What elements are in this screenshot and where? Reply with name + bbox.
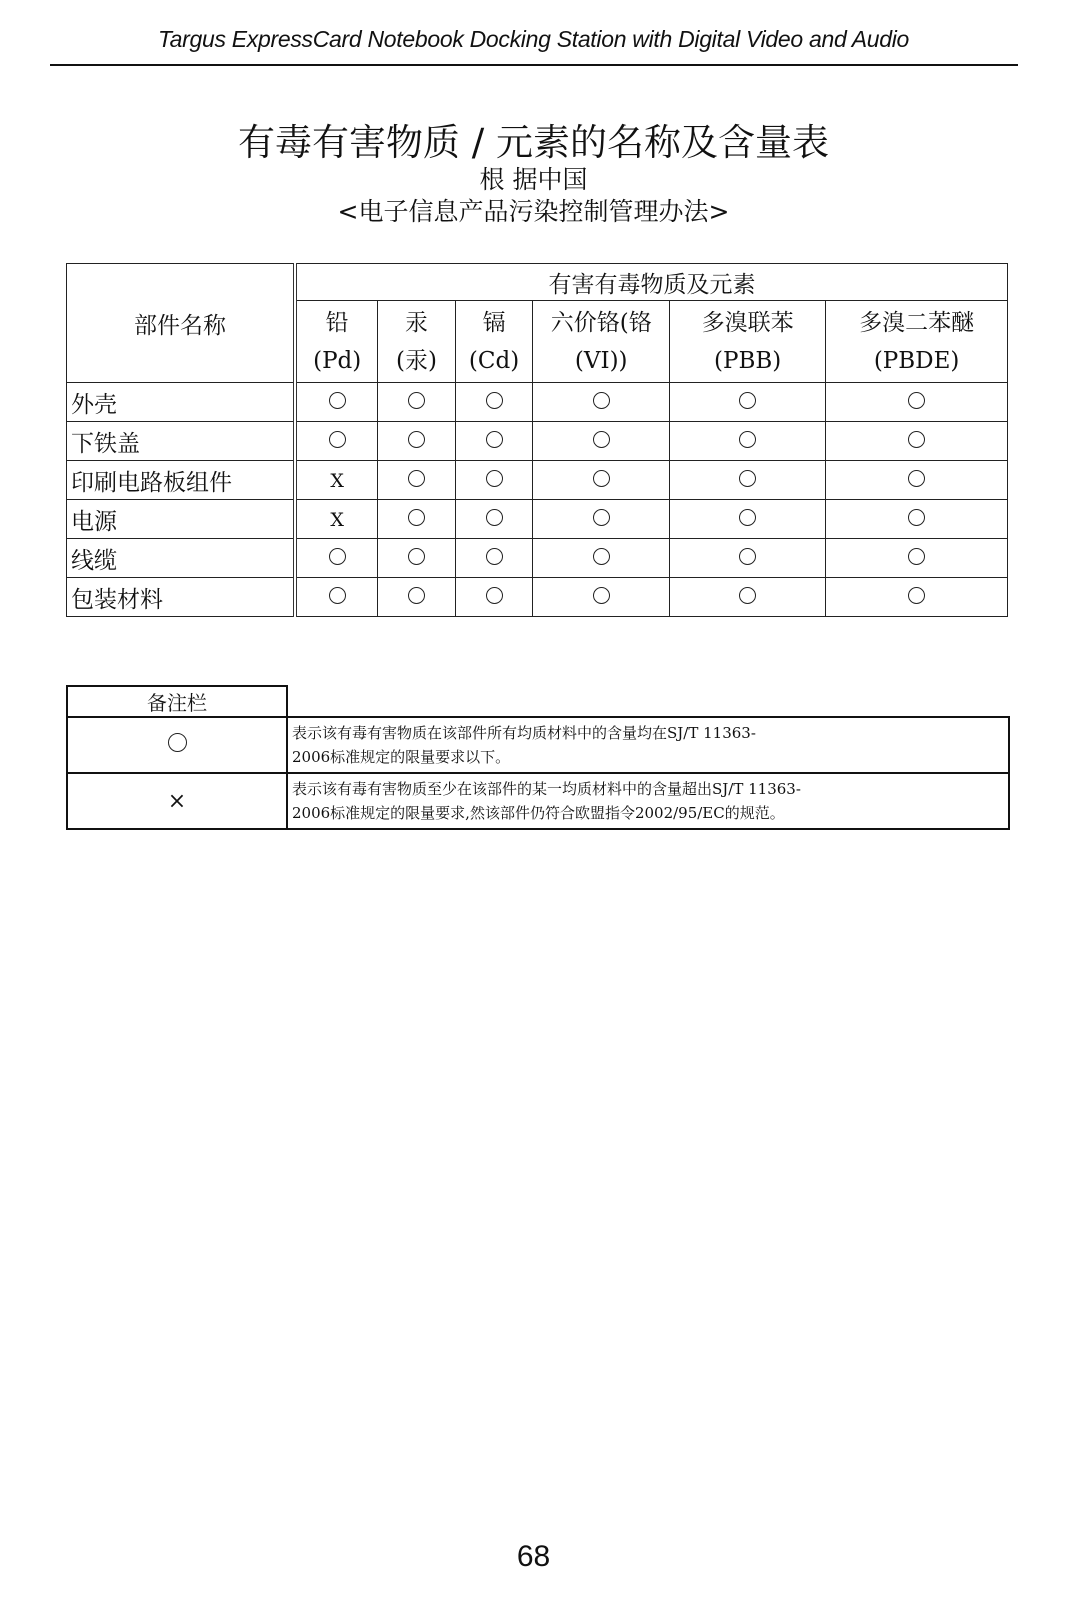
compliant-mark-cell	[533, 383, 670, 422]
compliant-mark-cell	[378, 500, 456, 539]
circle-icon	[593, 431, 610, 448]
compliant-mark-cell	[533, 461, 670, 500]
substance-column-header: 六价铬(铬 (VI))	[533, 301, 670, 383]
hazardous-substances-table	[66, 263, 1008, 617]
compliant-mark-cell	[455, 461, 533, 500]
compliant-mark-cell	[455, 578, 533, 617]
substance-column-header: 镉 (Cd)	[455, 301, 533, 383]
table-row	[67, 500, 1008, 539]
notes-table	[66, 685, 1010, 830]
circle-icon	[408, 392, 425, 409]
circle-icon	[908, 431, 925, 448]
circle-icon	[486, 431, 503, 448]
compliant-mark-cell	[378, 422, 456, 461]
circle-icon	[908, 470, 925, 487]
circle-icon	[739, 509, 756, 526]
note-symbol-cross: ×	[67, 773, 287, 829]
compliant-mark-cell	[533, 539, 670, 578]
compliant-mark-cell	[533, 500, 670, 539]
compliant-mark-cell	[378, 539, 456, 578]
compliant-mark-cell	[378, 578, 456, 617]
table-row	[67, 461, 1008, 500]
circle-icon	[486, 470, 503, 487]
circle-icon	[486, 509, 503, 526]
circle-icon	[739, 548, 756, 565]
circle-icon	[739, 392, 756, 409]
circle-icon	[739, 431, 756, 448]
compliant-mark-cell	[533, 578, 670, 617]
note-text-circle: 表示该有毒有害物质在该部件所有均质材料中的含量均在SJ/T 11363- 2006标准规定的限量要求以下。	[287, 717, 1009, 773]
circle-icon	[329, 392, 346, 409]
compliant-mark-cell	[295, 383, 378, 422]
table-row	[67, 539, 1008, 578]
circle-icon	[593, 548, 610, 565]
compliant-mark-cell	[826, 422, 1008, 461]
circle-icon	[908, 548, 925, 565]
compliant-mark-cell	[826, 500, 1008, 539]
compliant-mark-cell	[455, 539, 533, 578]
circle-icon	[408, 548, 425, 565]
compliant-mark-cell	[295, 422, 378, 461]
compliant-mark-cell	[670, 578, 826, 617]
page-title: 有毒有害物质 / 元素的名称及含量表	[238, 121, 829, 164]
circle-icon	[168, 733, 187, 752]
substance-column-header: 汞 (汞)	[378, 301, 456, 383]
compliant-mark-cell	[670, 500, 826, 539]
table-row	[67, 422, 1008, 461]
note-symbol-circle	[67, 717, 287, 773]
compliant-mark-cell	[455, 422, 533, 461]
compliant-mark-cell	[455, 383, 533, 422]
note-text-cross: 表示该有毒有害物质至少在该部件的某一均质材料中的含量超出SJ/T 11363- 2006标准规定的限量要求,然该部件仍符合欧盟指令2002/95/EC的规范。	[287, 773, 1009, 829]
substances-group-header: 有害有毒物质及元素	[295, 264, 1007, 301]
circle-icon	[739, 587, 756, 604]
notes-header: 备注栏	[67, 686, 287, 717]
compliant-mark-cell	[378, 383, 456, 422]
compliant-mark-cell	[826, 461, 1008, 500]
page-number: 68	[516, 1540, 551, 1573]
circle-icon	[408, 587, 425, 604]
circle-icon	[593, 470, 610, 487]
compliant-mark-cell	[378, 461, 456, 500]
circle-icon	[908, 392, 925, 409]
circle-icon	[329, 431, 346, 448]
part-name-cell: 包装材料	[67, 578, 296, 617]
circle-icon	[408, 470, 425, 487]
substance-column-header: 多溴二苯醚 (PBDE)	[826, 301, 1008, 383]
table-row	[67, 578, 1008, 617]
compliant-mark-cell	[670, 422, 826, 461]
compliant-mark-cell	[295, 539, 378, 578]
circle-icon	[486, 392, 503, 409]
compliant-mark-cell	[533, 422, 670, 461]
circle-icon	[408, 431, 425, 448]
part-name-header: 部件名称	[67, 264, 296, 383]
substance-column-header: 多溴联苯 (PBB)	[670, 301, 826, 383]
circle-icon	[486, 587, 503, 604]
running-header: Targus ExpressCard Notebook Docking Station with Digital Video and Audio	[157, 26, 910, 52]
circle-icon	[486, 548, 503, 565]
compliant-mark-cell	[295, 578, 378, 617]
part-name-cell: 电源	[67, 500, 296, 539]
compliant-mark-cell	[670, 461, 826, 500]
table-row	[67, 383, 1008, 422]
header-rule	[50, 64, 1018, 66]
compliant-mark-cell	[826, 383, 1008, 422]
part-name-cell: 印刷电路板组件	[67, 461, 296, 500]
exceeds-mark-cell: X	[295, 461, 378, 500]
part-name-cell: 下铁盖	[67, 422, 296, 461]
part-name-cell: 线缆	[67, 539, 296, 578]
exceeds-mark-cell: X	[295, 500, 378, 539]
substance-column-header: 铅 (Pd)	[295, 301, 378, 383]
circle-icon	[593, 509, 610, 526]
page-subtitle-regulation: <电子信息产品污染控制管理办法>	[337, 197, 730, 226]
circle-icon	[908, 587, 925, 604]
circle-icon	[329, 587, 346, 604]
page-subtitle: 根 据中国	[479, 165, 588, 194]
circle-icon	[739, 470, 756, 487]
compliant-mark-cell	[455, 500, 533, 539]
circle-icon	[329, 548, 346, 565]
part-name-cell: 外壳	[67, 383, 296, 422]
compliant-mark-cell	[826, 578, 1008, 617]
compliant-mark-cell	[670, 539, 826, 578]
circle-icon	[593, 392, 610, 409]
circle-icon	[908, 509, 925, 526]
compliant-mark-cell	[670, 383, 826, 422]
circle-icon	[408, 509, 425, 526]
circle-icon	[593, 587, 610, 604]
compliant-mark-cell	[826, 539, 1008, 578]
